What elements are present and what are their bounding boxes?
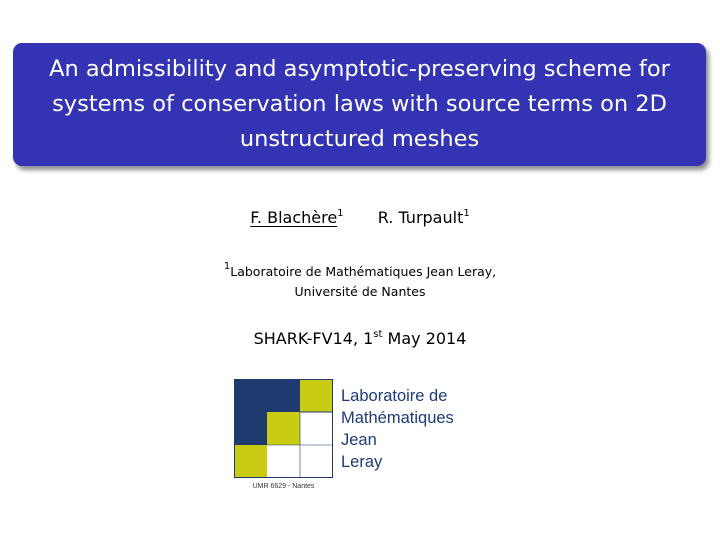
logo-umr-caption: UMR 6629 - Nantes	[252, 483, 315, 490]
event-prefix: SHARK-FV14, 1	[253, 329, 374, 348]
lmjl-logo-mark	[234, 379, 333, 478]
title-line-1: An admissibility and asymptotic-preserving scheme for	[49, 56, 670, 82]
affiliation-mark: 1	[223, 261, 231, 272]
event-date	[0, 329, 720, 348]
author-turpault: R. Turpault	[377, 208, 464, 227]
logo-text-line-3: Jean	[341, 431, 377, 449]
affiliation	[0, 262, 720, 302]
affiliation-line-1: Laboratoire de Mathématiques Jean Leray,	[230, 264, 497, 279]
title-block	[13, 43, 706, 166]
event-ordinal: st	[373, 329, 383, 340]
title-line-2: systems of conservation laws with source terms on 2D	[52, 91, 667, 117]
title-line-3: unstructured meshes	[239, 126, 480, 152]
affiliation-line-2: Université de Nantes	[294, 284, 426, 299]
author-affil-mark-1: 1	[337, 208, 344, 219]
author-affil-mark-2: 1	[463, 208, 470, 219]
author-list	[0, 208, 720, 227]
logo-text-line-2: Mathématiques	[341, 409, 454, 427]
lmjl-logo	[234, 379, 333, 478]
lmjl-logo-text	[341, 385, 454, 473]
event-suffix: May 2014	[382, 329, 467, 348]
logo-text-line-4: Leray	[341, 453, 383, 471]
logo-text-line-1: Laboratoire de	[341, 387, 448, 405]
author-blachere: F. Blachère	[250, 208, 338, 227]
